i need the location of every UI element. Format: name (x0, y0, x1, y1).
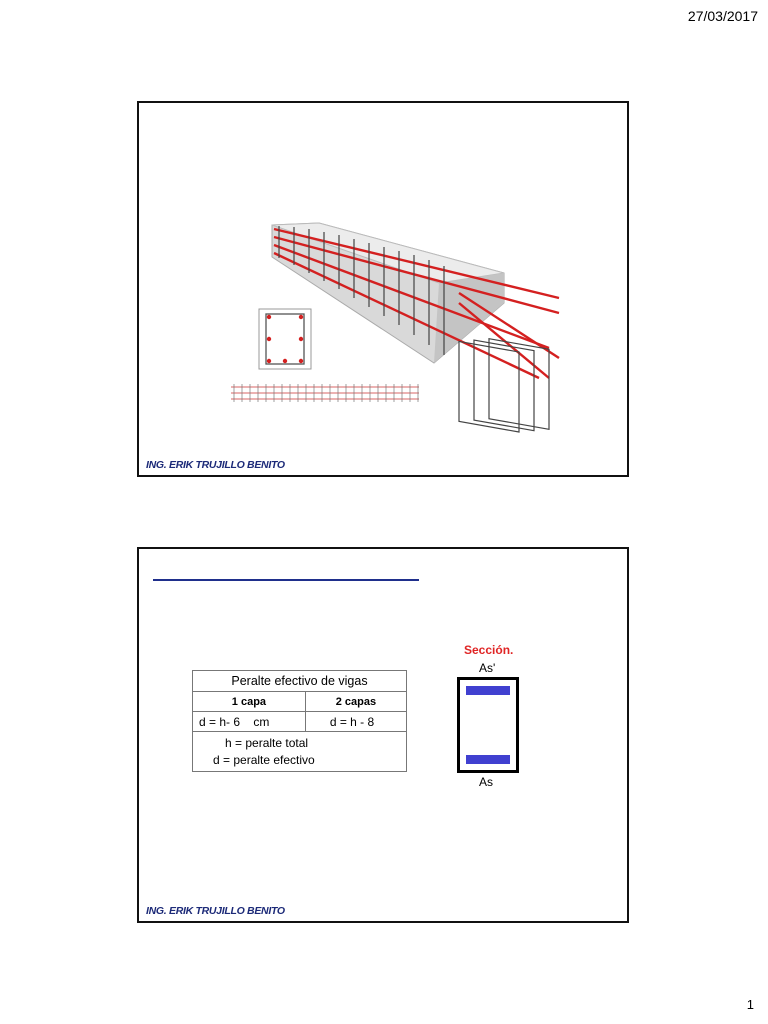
formula-1-capa: d = h- 6 cm (193, 712, 306, 732)
formula-2-capas: d = h - 8 (305, 712, 406, 732)
top-steel-bar (466, 686, 510, 695)
beam-cross-section (457, 677, 519, 773)
section-title: Sección. (464, 643, 514, 657)
title-underline (153, 579, 419, 581)
as-label: As (479, 775, 494, 789)
definition-h: h = peralte total (225, 736, 309, 750)
author-footer: ING. ERIK TRUJILLO BENITO (146, 905, 285, 917)
as-prime-label: As' (479, 661, 496, 675)
beam-reinforcement-illustration (139, 103, 627, 475)
table-title: Peralte efectivo de vigas (193, 671, 407, 692)
peralte-table (192, 670, 407, 772)
bottom-steel-bar (466, 755, 510, 764)
definition-d: d = peralte efectivo (213, 753, 315, 767)
slide-beam-reinforcement (137, 101, 629, 477)
author-footer: ING. ERIK TRUJILLO BENITO (146, 459, 285, 471)
col-header-1-capa: 1 capa (193, 692, 306, 712)
slide-peralte-efectivo (137, 547, 629, 923)
date-header: 27/03/2017 (687, 8, 758, 24)
page-number: 1 (746, 997, 754, 1012)
col-header-2-capas: 2 capas (305, 692, 406, 712)
definitions-cell (193, 732, 407, 772)
